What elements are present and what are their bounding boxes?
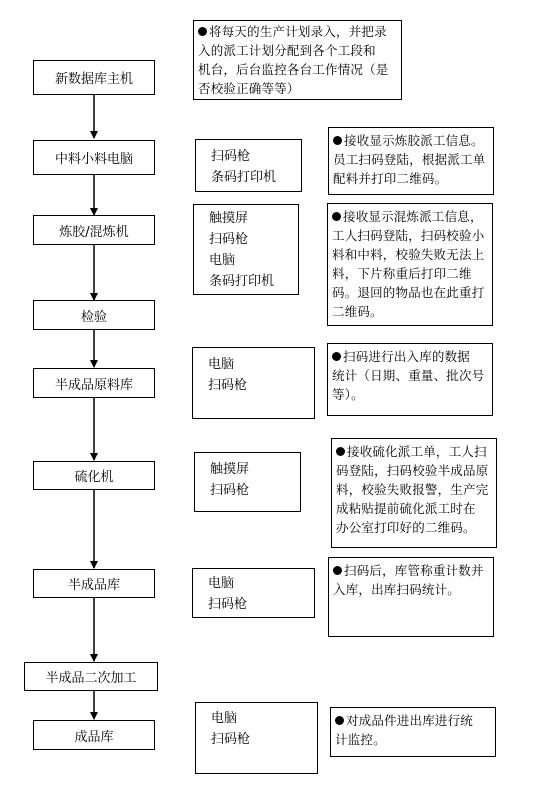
- step-label: 新数据库主机: [54, 72, 133, 87]
- step-label: 检验: [80, 309, 107, 325]
- note-line: 计监控。: [335, 732, 386, 747]
- note-box-semi-raw-warehouse: [327, 343, 493, 416]
- note-line: 配料并打印二维码。: [333, 171, 448, 186]
- note-box-database-host: [193, 20, 402, 100]
- note-line: 工人扫码登陆，扫码校验小: [332, 228, 485, 243]
- device-line: 电脑: [211, 711, 238, 726]
- note-line: 料和中料，校验失败无法上: [332, 247, 485, 262]
- bullet-icon: [198, 27, 207, 36]
- note-line: 二维码。: [332, 304, 383, 319]
- device-box-mixing-computer: [195, 139, 302, 192]
- note-line: 码。退回的物品也在此重打: [332, 285, 485, 300]
- note-line: 入的派工计划分配到各个工段和: [198, 43, 376, 58]
- note-line: 接收显示混炼派工信息，: [332, 207, 492, 226]
- note-line: 码登陆，扫码校验半成品原: [336, 463, 489, 478]
- device-line: 扫码枪: [208, 597, 248, 612]
- note-line: 料，下片称重后打印二维: [332, 266, 472, 281]
- bullet-icon: [332, 352, 341, 361]
- note-line: 将每天的生产计划录入，并把录: [198, 22, 401, 41]
- bullet-icon: [333, 566, 342, 575]
- note-line: 否校验正确等等）: [198, 81, 300, 96]
- device-box-semi-raw-warehouse: [192, 347, 315, 419]
- device-line: 条码打印机: [209, 274, 275, 289]
- step-label: 炼胶/混炼机: [59, 224, 129, 240]
- note-line: 办公室打印好的二维码。: [336, 520, 476, 535]
- note-line: 员工扫码登陆，根据派工单: [333, 152, 486, 167]
- note-line: 接收显示炼胶派工信息。: [333, 131, 493, 150]
- step-new-database-host: [33, 60, 155, 95]
- note-line: 成粘贴提前硫化派工时在: [336, 501, 476, 516]
- device-line: 电脑: [209, 253, 236, 268]
- device-line: 电脑: [208, 576, 235, 591]
- step-semi-raw-warehouse: [33, 368, 155, 398]
- device-box-vulcanizer: [194, 452, 301, 512]
- step-label: 硫化机: [74, 470, 114, 485]
- device-line: 条码打印机: [211, 170, 277, 185]
- device-line: 电脑: [208, 357, 235, 372]
- note-line: 接收硫化派工单，工人扫: [336, 442, 496, 461]
- bullet-icon: [336, 447, 345, 456]
- step-rubber-mixer: [33, 215, 155, 245]
- bullet-icon: [335, 716, 344, 725]
- step-label: 成品库: [74, 729, 114, 745]
- step-label: 半成品库: [67, 578, 120, 593]
- device-line: 扫码枪: [208, 378, 248, 393]
- step-inspection: [33, 300, 155, 330]
- device-box-rubber-mixer: [193, 204, 299, 295]
- bullet-icon: [332, 212, 341, 221]
- step-secondary-processing: [24, 662, 158, 691]
- note-line: 等）。: [332, 387, 364, 402]
- bullet-icon: [333, 136, 342, 145]
- step-finished-warehouse: [33, 720, 155, 750]
- note-box-semi-warehouse: [328, 557, 494, 637]
- step-semi-warehouse: [33, 569, 155, 598]
- note-line: 料，校验失败报警，生产完: [336, 482, 489, 497]
- note-line: 扫码进行出入库的数据: [332, 347, 492, 366]
- note-line: 统计（日期、重量、批次号: [332, 368, 485, 383]
- note-box-vulcanizer: [331, 438, 497, 548]
- step-mixing-computer: [33, 140, 155, 175]
- note-line: 机台，后台监控各台工作情况（是: [198, 62, 389, 77]
- note-line: 入库，出库扫码统计。: [333, 582, 461, 597]
- step-label: 半成品原料库: [54, 377, 133, 393]
- note-box-finished-warehouse: [330, 707, 496, 757]
- note-box-mixing-computer: [328, 127, 494, 195]
- device-line: 触摸屏: [210, 462, 250, 477]
- note-box-rubber-mixer: [327, 203, 493, 326]
- step-vulcanizer: [33, 461, 155, 490]
- step-label: 中料小料电脑: [54, 152, 133, 167]
- device-line: 扫码枪: [211, 732, 251, 747]
- device-box-finished-warehouse: [195, 702, 318, 774]
- note-line: 对成品件进出库进行统: [335, 711, 495, 730]
- device-line: 触摸屏: [209, 211, 249, 226]
- device-line: 扫码枪: [211, 149, 251, 164]
- note-line: 扫码后，库管称重计数并: [333, 561, 493, 580]
- device-line: 扫码枪: [209, 232, 249, 247]
- device-line: 扫码枪: [210, 483, 250, 498]
- step-label: 半成品二次加工: [45, 671, 137, 686]
- device-box-semi-warehouse: [192, 568, 315, 618]
